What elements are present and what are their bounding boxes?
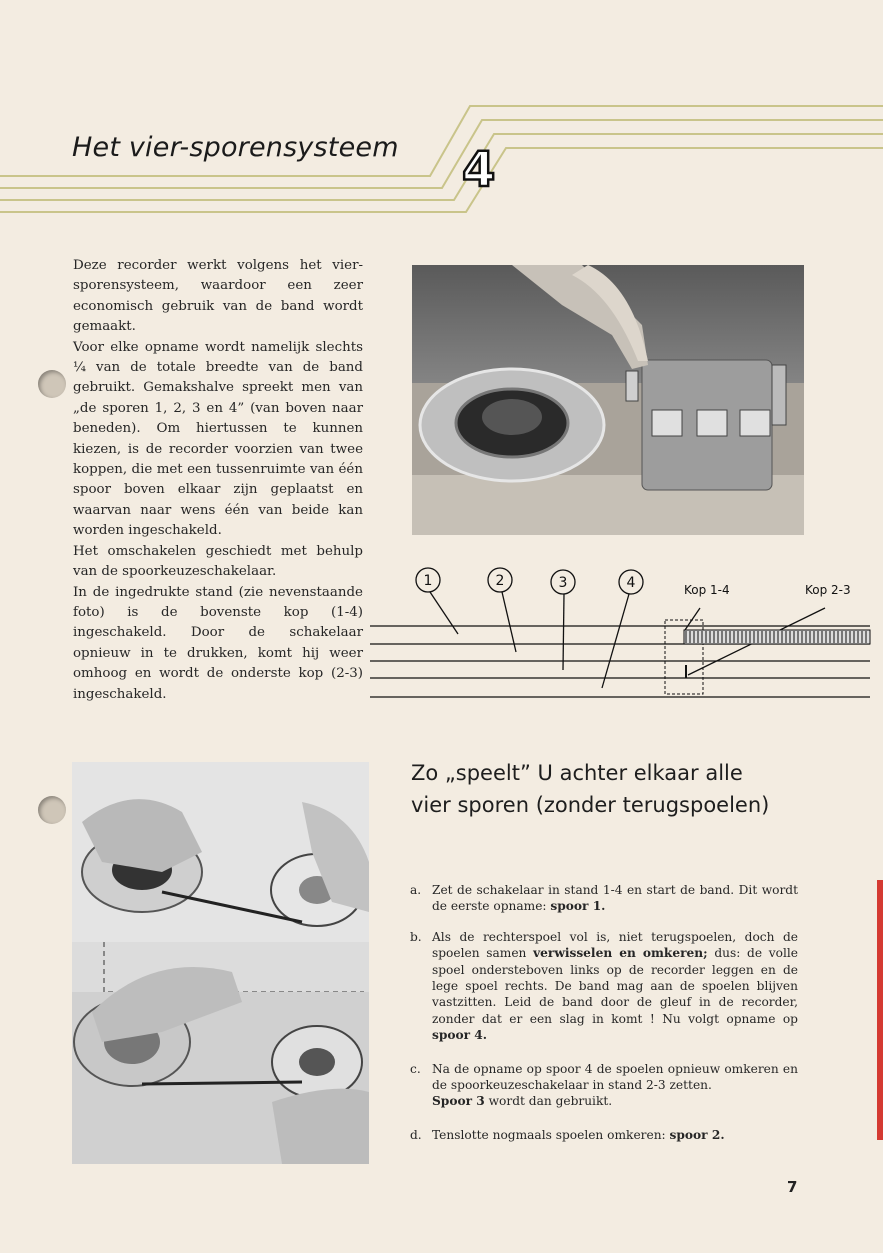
section-title-line: Zo „speelt” U achter elkaar alle <box>411 761 743 785</box>
chapter-number <box>462 142 495 198</box>
page-number: 7 <box>787 1178 798 1196</box>
head-1-4-label: Kop 1-4 <box>684 583 730 597</box>
step-label: a. <box>410 883 422 897</box>
step-c <box>410 1061 798 1110</box>
step-d <box>410 1127 798 1143</box>
track-diagram <box>370 560 875 700</box>
step-label: b. <box>410 929 422 944</box>
track-1-label: 1 <box>423 573 433 589</box>
step-bold: spoor 4. <box>432 1028 488 1043</box>
step-a <box>410 882 798 915</box>
step-bold: spoor 1. <box>550 899 606 914</box>
step-bold: Spoor 3 <box>432 1094 485 1109</box>
head-2-3-label: Kop 2-3 <box>805 583 851 597</box>
binder-hole-bottom <box>38 796 66 824</box>
step-label: d. <box>410 1127 422 1142</box>
reels-photo <box>72 762 369 1164</box>
step-text: Als de rechterspoel vol is, niet terugspoelen, doch de spoelen samen <box>432 929 798 961</box>
recorder-photo <box>412 265 804 535</box>
section-title-line: vier sporen (zonder terugspoelen) <box>411 793 770 817</box>
step-bold: spoor 2. <box>669 1127 725 1142</box>
step-text: Zet de schakelaar in stand 1-4 en start de band. Dit wordt de eerste opname: <box>432 883 798 914</box>
step-text: Tenslotte nogmaals spoelen omkeren: <box>432 1127 670 1142</box>
intro-paragraph: Deze recorder werkt volgens het vier-sporensysteem, waardoor een zeer economisch gebruik van de band wordt gemaakt. <box>73 258 363 335</box>
track-4-label: 4 <box>626 575 636 591</box>
header-stripes <box>0 98 883 228</box>
track-3-label: 3 <box>558 575 568 591</box>
intro-paragraph: Het omschakelen geschiedt met behulp van de spoorkeuzeschakelaar. <box>73 543 363 580</box>
section-title <box>411 757 769 821</box>
step-text: wordt dan gebruikt. <box>484 1094 613 1109</box>
step-text: dus: de volle spoel ondersteboven links op de recorder leggen en de lege spoel rechts. De band mag aan de spoelen blijven vastzitten. Leid de band door de gleuf in de recorder, zonder dat er een slag in komt ! Nu volgt opname op <box>432 946 798 1026</box>
steps-list <box>410 882 798 1157</box>
page-title: Het vier-sporensysteem <box>72 132 399 163</box>
intro-paragraph: Voor elke opname wordt namelijk slechts ¼ van de totale breedte van de band gebruikt. Gemakshalve spreekt men van „de sporen 1, 2, 3 en 4” (van boven naar beneden). Om hiertussen te kunnen kiezen, is de recorder voorzien van twee koppen, die met een tussenruimte van één spoor boven elkaar zijn geplaatst en waarvan naar wens één van beide kan worden ingeschakeld. <box>73 339 363 539</box>
intro-text <box>73 256 363 705</box>
step-bold: verwisselen en omkeren; <box>533 946 708 961</box>
track-2-label: 2 <box>495 573 505 589</box>
step-b <box>410 929 798 1044</box>
step-label: c. <box>410 1061 421 1076</box>
step-text: Na de opname op spoor 4 de spoelen opnieuw omkeren en de spoorkeuzeschakelaar in stand 2-3 zetten. <box>432 1061 798 1093</box>
intro-paragraph: In de ingedrukte stand (zie nevenstaande foto) is de bovenste kop (1-4) ingeschakeld. Door de schakelaar opnieuw in te drukken, komt hij weer omhoog en wordt de onderste kop (2-3) ingeschakeld. <box>73 584 363 702</box>
binder-hole-top <box>38 370 66 398</box>
svg-text:4: 4 <box>462 142 496 198</box>
edge-color-mark <box>877 880 883 1140</box>
